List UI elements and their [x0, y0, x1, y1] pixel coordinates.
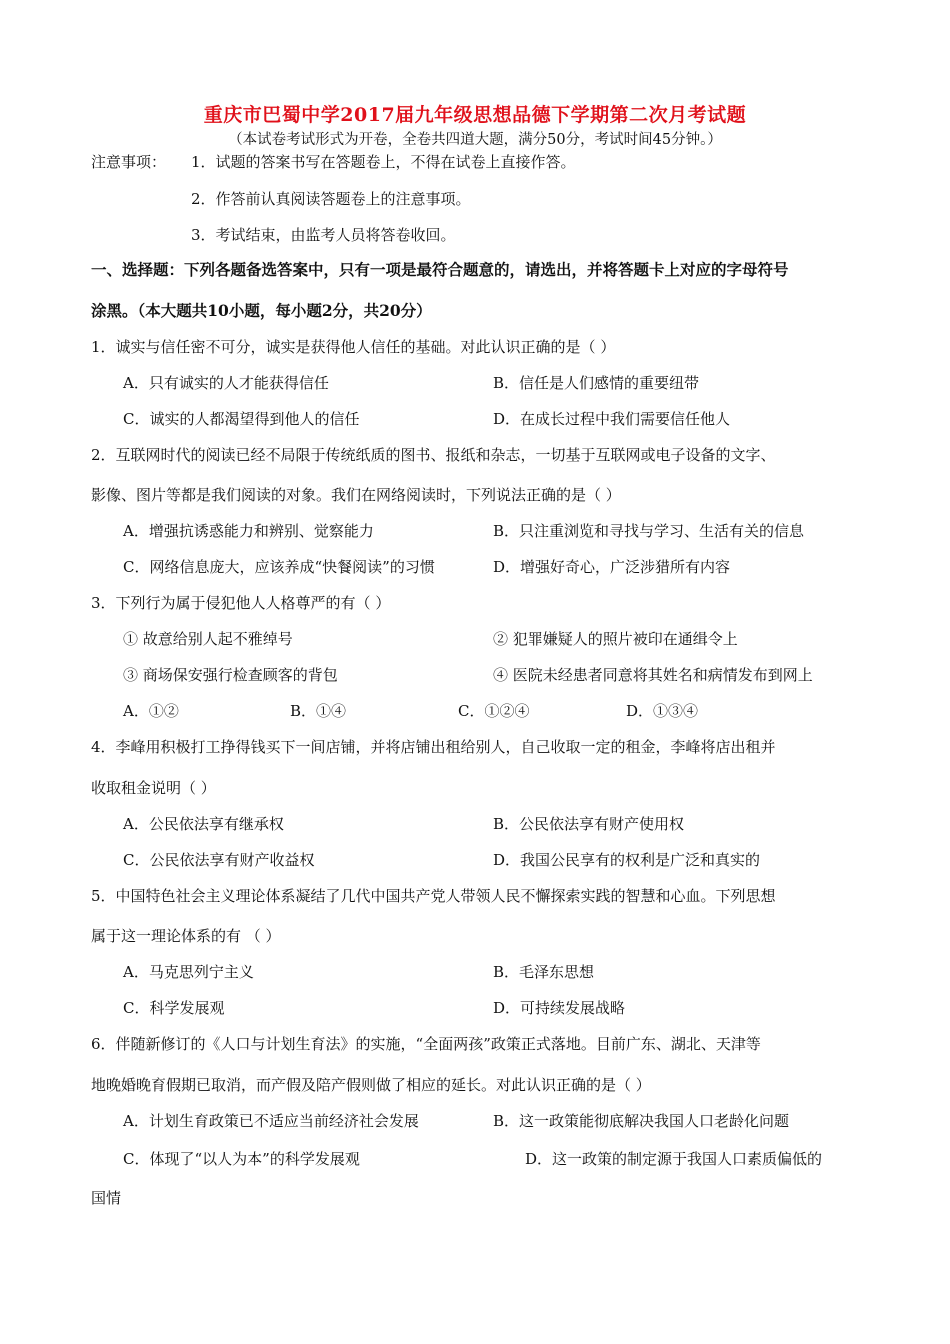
question-4-stem-line2: 收取租金说明（ ）	[91, 779, 216, 797]
question-3-option-a: A．①②	[123, 702, 179, 720]
question-2-stem-line2: 影像、图片等都是我们阅读的对象。我们在网络阅读时，下列说法正确的是（ ）	[91, 486, 621, 504]
question-4-option-c: C．公民依法享有财产收益权	[123, 851, 315, 869]
question-3-option-b: B．①④	[290, 702, 347, 720]
question-2-option-b: B．只注重浏览和寻找与学习、生活有关的信息	[493, 522, 805, 540]
question-1-option-b: B．信任是人们感情的重要纽带	[493, 374, 700, 392]
question-3-statement-3: ③ 商场保安强行检查顾客的背包	[123, 666, 338, 684]
section1-heading-line2: 涂黑。（本大题共10小题，每小题2分，共20分）	[91, 301, 432, 320]
question-2-stem-line1: 2．互联网时代的阅读已经不局限于传统纸质的图书、报纸和杂志，一切基于互联网或电子设备的文字、	[91, 446, 776, 464]
question-6-option-a: A．计划生育政策已不适应当前经济社会发展	[123, 1112, 419, 1130]
question-5-option-c: C．科学发展观	[123, 999, 225, 1017]
question-1-option-c: C．诚实的人都渴望得到他人的信任	[123, 410, 360, 428]
question-6-option-b: B．这一政策能彻底解决我国人口老龄化问题	[493, 1112, 790, 1130]
question-4-option-d: D．我国公民享有的权利是广泛和真实的	[493, 851, 761, 869]
question-3-statement-4: ④ 医院未经患者同意将其姓名和病情发布到网上	[493, 666, 813, 684]
question-5-stem-line2: 属于这一理论体系的有 （ ）	[91, 927, 281, 945]
page-title: 重庆市巴蜀中学2017届九年级思想品德下学期第二次月考试题	[203, 104, 747, 126]
question-4-stem-line1: 4．李峰用积极打工挣得钱买下一间店铺，并将店铺出租给别人，自己收取一定的租金，李峰将店出租并	[91, 738, 776, 756]
question-6-stem-line1: 6．伴随新修订的《人口与计划生育法》的实施，“全面两孩”政策正式落地。目前广东、湖北、天津等	[91, 1035, 761, 1053]
question-3-option-d: D．①③④	[626, 702, 699, 720]
question-6-option-d-continued: 国情	[91, 1189, 122, 1207]
exam-subtitle: （本试卷考试形式为开卷，全卷共四道大题，满分50分，考试时间45分钟。）	[228, 132, 722, 148]
question-1-stem: 1．诚实与信任密不可分，诚实是获得他人信任的基础。对此认识正确的是（ ）	[91, 338, 616, 356]
question-1-option-d: D．在成长过程中我们需要信任他人	[493, 410, 731, 428]
question-5-option-d: D．可持续发展战略	[493, 999, 626, 1017]
section1-heading-line1: 一、选择题：下列各题备选答案中，只有一项是最符合题意的，请选出，并将答题卡上对应的字母符号	[91, 260, 789, 279]
question-4-option-b: B．公民依法享有财产使用权	[493, 815, 685, 833]
question-4-option-a: A．公民依法享有继承权	[123, 815, 284, 833]
note-item-1: 1．试题的答案书写在答题卷上，不得在试卷上直接作答。	[191, 153, 576, 171]
question-6-option-d: D．这一政策的制定源于我国人口素质偏低的	[525, 1150, 823, 1168]
question-3-option-c: C．①②④	[458, 702, 530, 720]
question-2-option-d: D．增强好奇心，广泛涉猎所有内容	[493, 558, 731, 576]
question-2-option-c: C．网络信息庞大，应该养成“快餐阅读”的习惯	[123, 558, 435, 576]
question-3-statement-2: ② 犯罪嫌疑人的照片被印在通缉令上	[493, 630, 738, 648]
note-item-2: 2．作答前认真阅读答题卷上的注意事项。	[191, 190, 471, 208]
question-5-stem-line1: 5．中国特色社会主义理论体系凝结了几代中国共产党人带领人民不懈探索实践的智慧和心血。下列思想	[91, 887, 776, 905]
question-5-option-b: B．毛泽东思想	[493, 963, 595, 981]
question-3-stem: 3．下列行为属于侵犯他人人格尊严的有（ ）	[91, 594, 391, 612]
question-1-option-a: A．只有诚实的人才能获得信任	[123, 374, 329, 392]
note-item-3: 3．考试结束，由监考人员将答卷收回。	[191, 226, 456, 244]
question-2-option-a: A．增强抗诱惑能力和辨别、觉察能力	[123, 522, 374, 540]
question-5-option-a: A．马克思列宁主义	[123, 963, 254, 981]
notes-label: 注意事项：	[91, 153, 167, 171]
question-6-stem-line2: 地晚婚晚育假期已取消，而产假及陪产假则做了相应的延长。对此认识正确的是（ ）	[91, 1076, 651, 1094]
question-6-option-c: C．体现了“以人为本”的科学发展观	[123, 1150, 360, 1168]
question-3-statement-1: ① 故意给别人起不雅绰号	[123, 630, 293, 648]
